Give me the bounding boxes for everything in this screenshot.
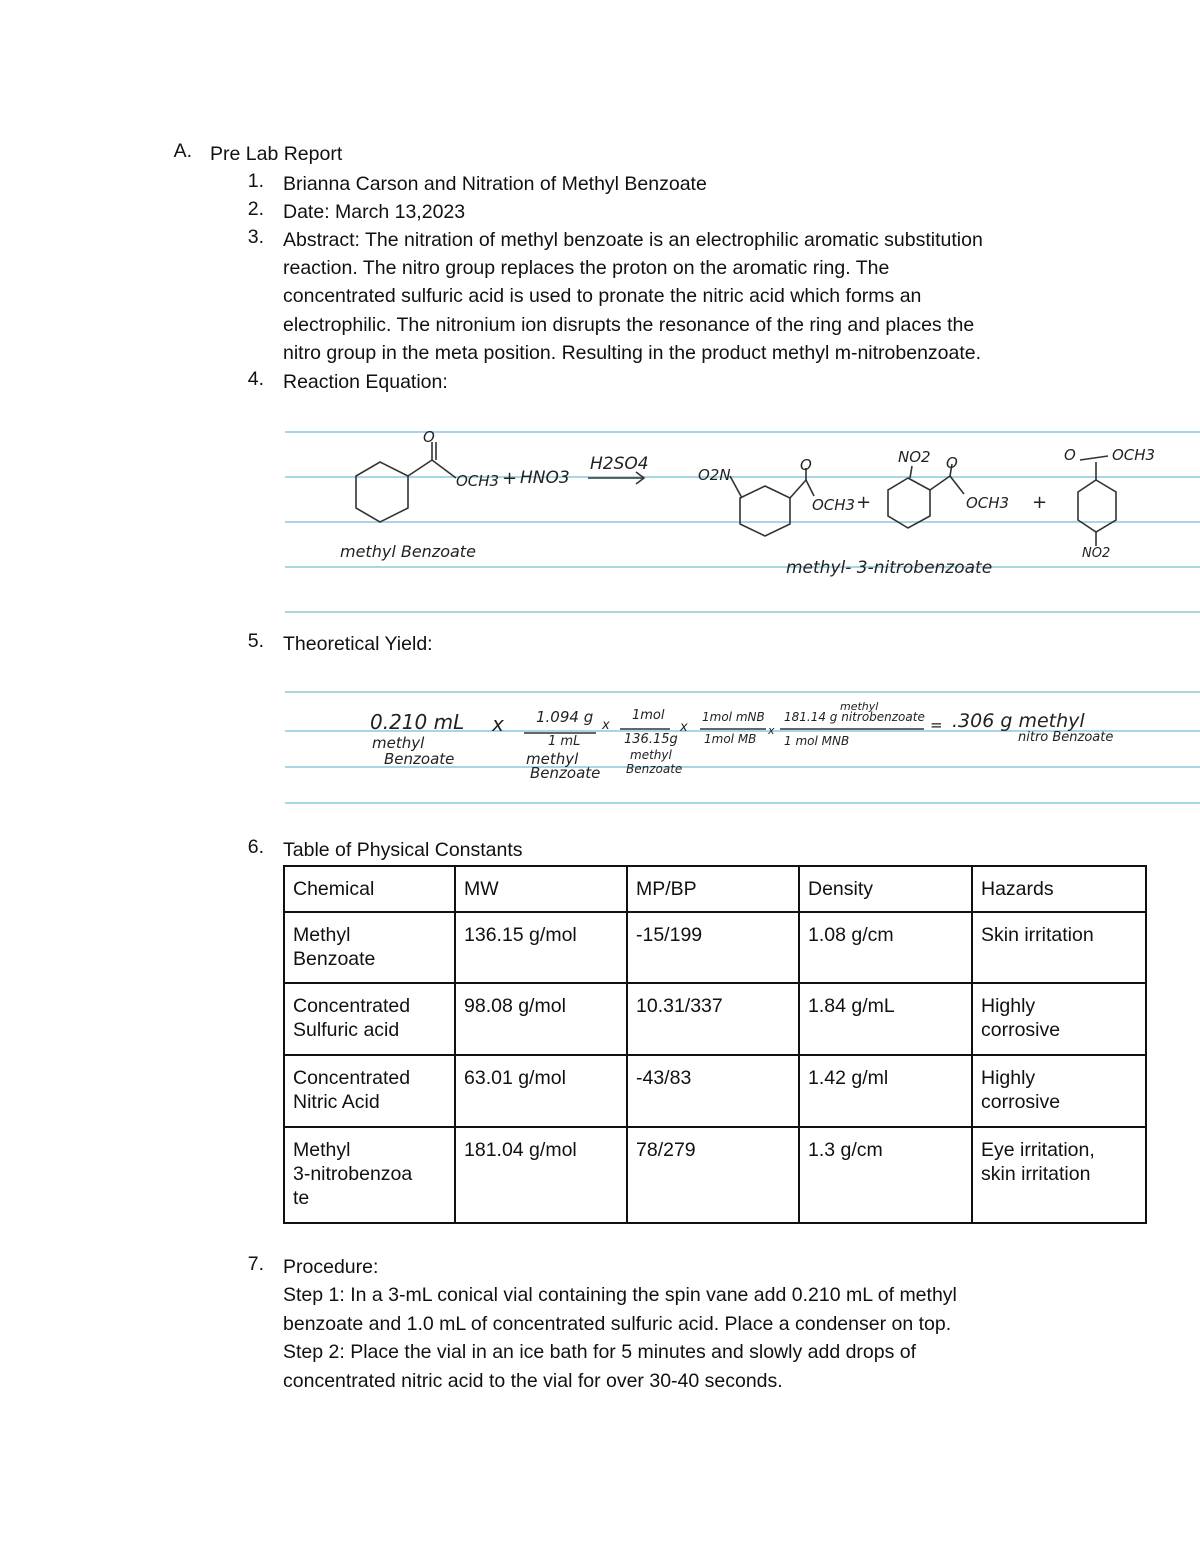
table-row	[284, 912, 1146, 983]
yield-text: x	[680, 720, 688, 735]
yield-text: 1mol MB	[704, 732, 757, 746]
sketch-text: OCH3	[966, 494, 1010, 512]
table-header-cell: MW	[455, 866, 627, 912]
table-cell: -43/83	[627, 1055, 799, 1127]
section-letter: A.	[173, 140, 192, 162]
item-number: 2.	[247, 198, 264, 220]
sketch-text: OCH3	[812, 496, 856, 514]
yield-text: methyl	[526, 750, 579, 768]
benzene-ring-reactant	[356, 462, 408, 522]
table-cell: Highly corrosive	[972, 1055, 1146, 1127]
table-cell: 78/279	[627, 1127, 799, 1223]
table-cell: Methyl 3-nitrobenzoa te	[284, 1127, 455, 1223]
table-row	[284, 983, 1146, 1055]
sketch-text: O	[423, 428, 435, 446]
yield-text: 136.15g	[624, 732, 678, 747]
yield-text: Benzoate	[530, 764, 601, 782]
procedure-line: Step 1: In a 3-mL conical vial containing the spin vane add 0.210 mL of methyl	[283, 1284, 957, 1306]
table-cell: 1.84 g/mL	[799, 983, 972, 1055]
table-cell: 98.08 g/mol	[455, 983, 627, 1055]
sketch-label: methyl Benzoate	[340, 542, 476, 561]
sketch-label: methyl- 3-nitrobenzoate	[786, 558, 993, 578]
table-header-row	[284, 866, 1146, 912]
yield-text: 1 mL	[548, 734, 581, 749]
benzene-ring-ortho	[888, 478, 930, 528]
yield-text: 1mol mNB	[702, 710, 765, 724]
abstract-line: electrophilic. The nitronium ion disrupts the resonance of the ring and places the	[283, 314, 975, 336]
yield-text: 1 mol MNB	[784, 734, 850, 748]
table-cell: 1.08 g/cm	[799, 912, 972, 983]
procedure-line: benzoate and 1.0 mL of concentrated sulfuric acid. Place a condenser on top.	[283, 1313, 952, 1335]
yield-text: 181.14 g nitrobenzoate	[784, 710, 925, 724]
benzene-ring-para	[1078, 480, 1116, 532]
table-cell: Skin irritation	[972, 912, 1146, 983]
yield-text: Benzoate	[626, 762, 683, 776]
abstract-line: reaction. The nitro group replaces the proton on the aromatic ring. The	[283, 257, 890, 279]
table-header-cell: Hazards	[972, 866, 1146, 912]
yield-text: x	[492, 712, 504, 736]
table-row	[284, 1127, 1146, 1223]
procedure-heading: Procedure:	[283, 1256, 379, 1278]
sketch-text: +	[1032, 492, 1048, 513]
table-cell: -15/199	[627, 912, 799, 983]
item-title: Brianna Carson and Nitration of Methyl Benzoate	[283, 173, 707, 195]
sketch-text: NO2	[1082, 546, 1111, 561]
table-cell: Highly corrosive	[972, 983, 1146, 1055]
table-row	[284, 1055, 1146, 1127]
yield-text: methyl	[372, 734, 425, 752]
yield-text: =	[930, 716, 943, 734]
item-number: 1.	[247, 170, 264, 192]
sketch-text: OCH3	[1112, 446, 1156, 464]
sketch-text: NO2	[898, 448, 931, 466]
yield-text: methyl	[840, 700, 879, 713]
table-cell: Eye irritation, skin irritation	[972, 1127, 1146, 1223]
table-cell: Methyl Benzoate	[284, 912, 455, 983]
yield-result: nitro Benzoate	[1018, 730, 1114, 745]
table-cell: 10.31/337	[627, 983, 799, 1055]
yield-sketch	[0, 680, 1200, 810]
table-cell: Concentrated Sulfuric acid	[284, 983, 455, 1055]
sketch-text: +	[856, 492, 872, 513]
ruled-lines	[0, 680, 1200, 810]
abstract-line: Abstract: The nitration of methyl benzoate is an electrophilic aromatic substitution	[283, 229, 983, 251]
sketch-text: O	[1064, 446, 1076, 464]
yield-text: Benzoate	[384, 750, 455, 768]
item-number: 4.	[247, 368, 264, 390]
yield-text: 1mol	[632, 708, 665, 723]
sketch-text: O	[800, 456, 812, 474]
section-title: Pre Lab Report	[210, 143, 343, 165]
sketch-text: +	[502, 468, 518, 489]
item-number: 5.	[247, 630, 264, 652]
sketch-text: H2SO4	[590, 454, 649, 474]
yield-text: x	[602, 718, 610, 733]
table-header-cell: MP/BP	[627, 866, 799, 912]
sketch-text: HNO3	[520, 468, 570, 488]
physical-constants-table	[283, 865, 1147, 1224]
yield-text: x	[768, 724, 775, 737]
sketch-text: O	[946, 454, 958, 472]
abstract-line: concentrated sulfuric acid is used to pronate the nitric acid which forms an	[283, 285, 922, 307]
table-cell: 1.42 g/ml	[799, 1055, 972, 1127]
item-number: 6.	[247, 836, 264, 858]
sketch-text: O2N	[698, 466, 731, 484]
procedure-line: Step 2: Place the vial in an ice bath for 5 minutes and slowly add drops of	[283, 1341, 917, 1363]
abstract-line: nitro group in the meta position. Resulting in the product methyl m-nitrobenzoate.	[283, 342, 982, 364]
ruled-lines	[0, 0, 1200, 640]
reaction-sketch	[0, 0, 1200, 640]
item-heading: Reaction Equation:	[283, 371, 448, 393]
table-cell: Concentrated Nitric Acid	[284, 1055, 455, 1127]
yield-text: methyl	[630, 748, 672, 762]
yield-text: 1.094 g	[536, 708, 594, 726]
yield-result: .306 g methyl	[952, 710, 1085, 732]
yield-text: 0.210 mL	[370, 710, 465, 734]
sketch-text: OCH3	[456, 472, 500, 490]
benzene-ring-product	[740, 486, 790, 536]
item-date: Date: March 13,2023	[283, 201, 466, 223]
table-cell: 1.3 g/cm	[799, 1127, 972, 1223]
table-cell: 181.04 g/mol	[455, 1127, 627, 1223]
table-header-cell: Density	[799, 866, 972, 912]
item-heading: Theoretical Yield:	[283, 633, 433, 655]
item-number: 7.	[247, 1253, 264, 1275]
table-cell: 136.15 g/mol	[455, 912, 627, 983]
table-cell: 63.01 g/mol	[455, 1055, 627, 1127]
item-number: 3.	[247, 226, 264, 248]
procedure-line: concentrated nitric acid to the vial for over 30-40 seconds.	[283, 1370, 783, 1392]
table-header-cell: Chemical	[284, 866, 455, 912]
item-heading: Table of Physical Constants	[283, 839, 523, 861]
